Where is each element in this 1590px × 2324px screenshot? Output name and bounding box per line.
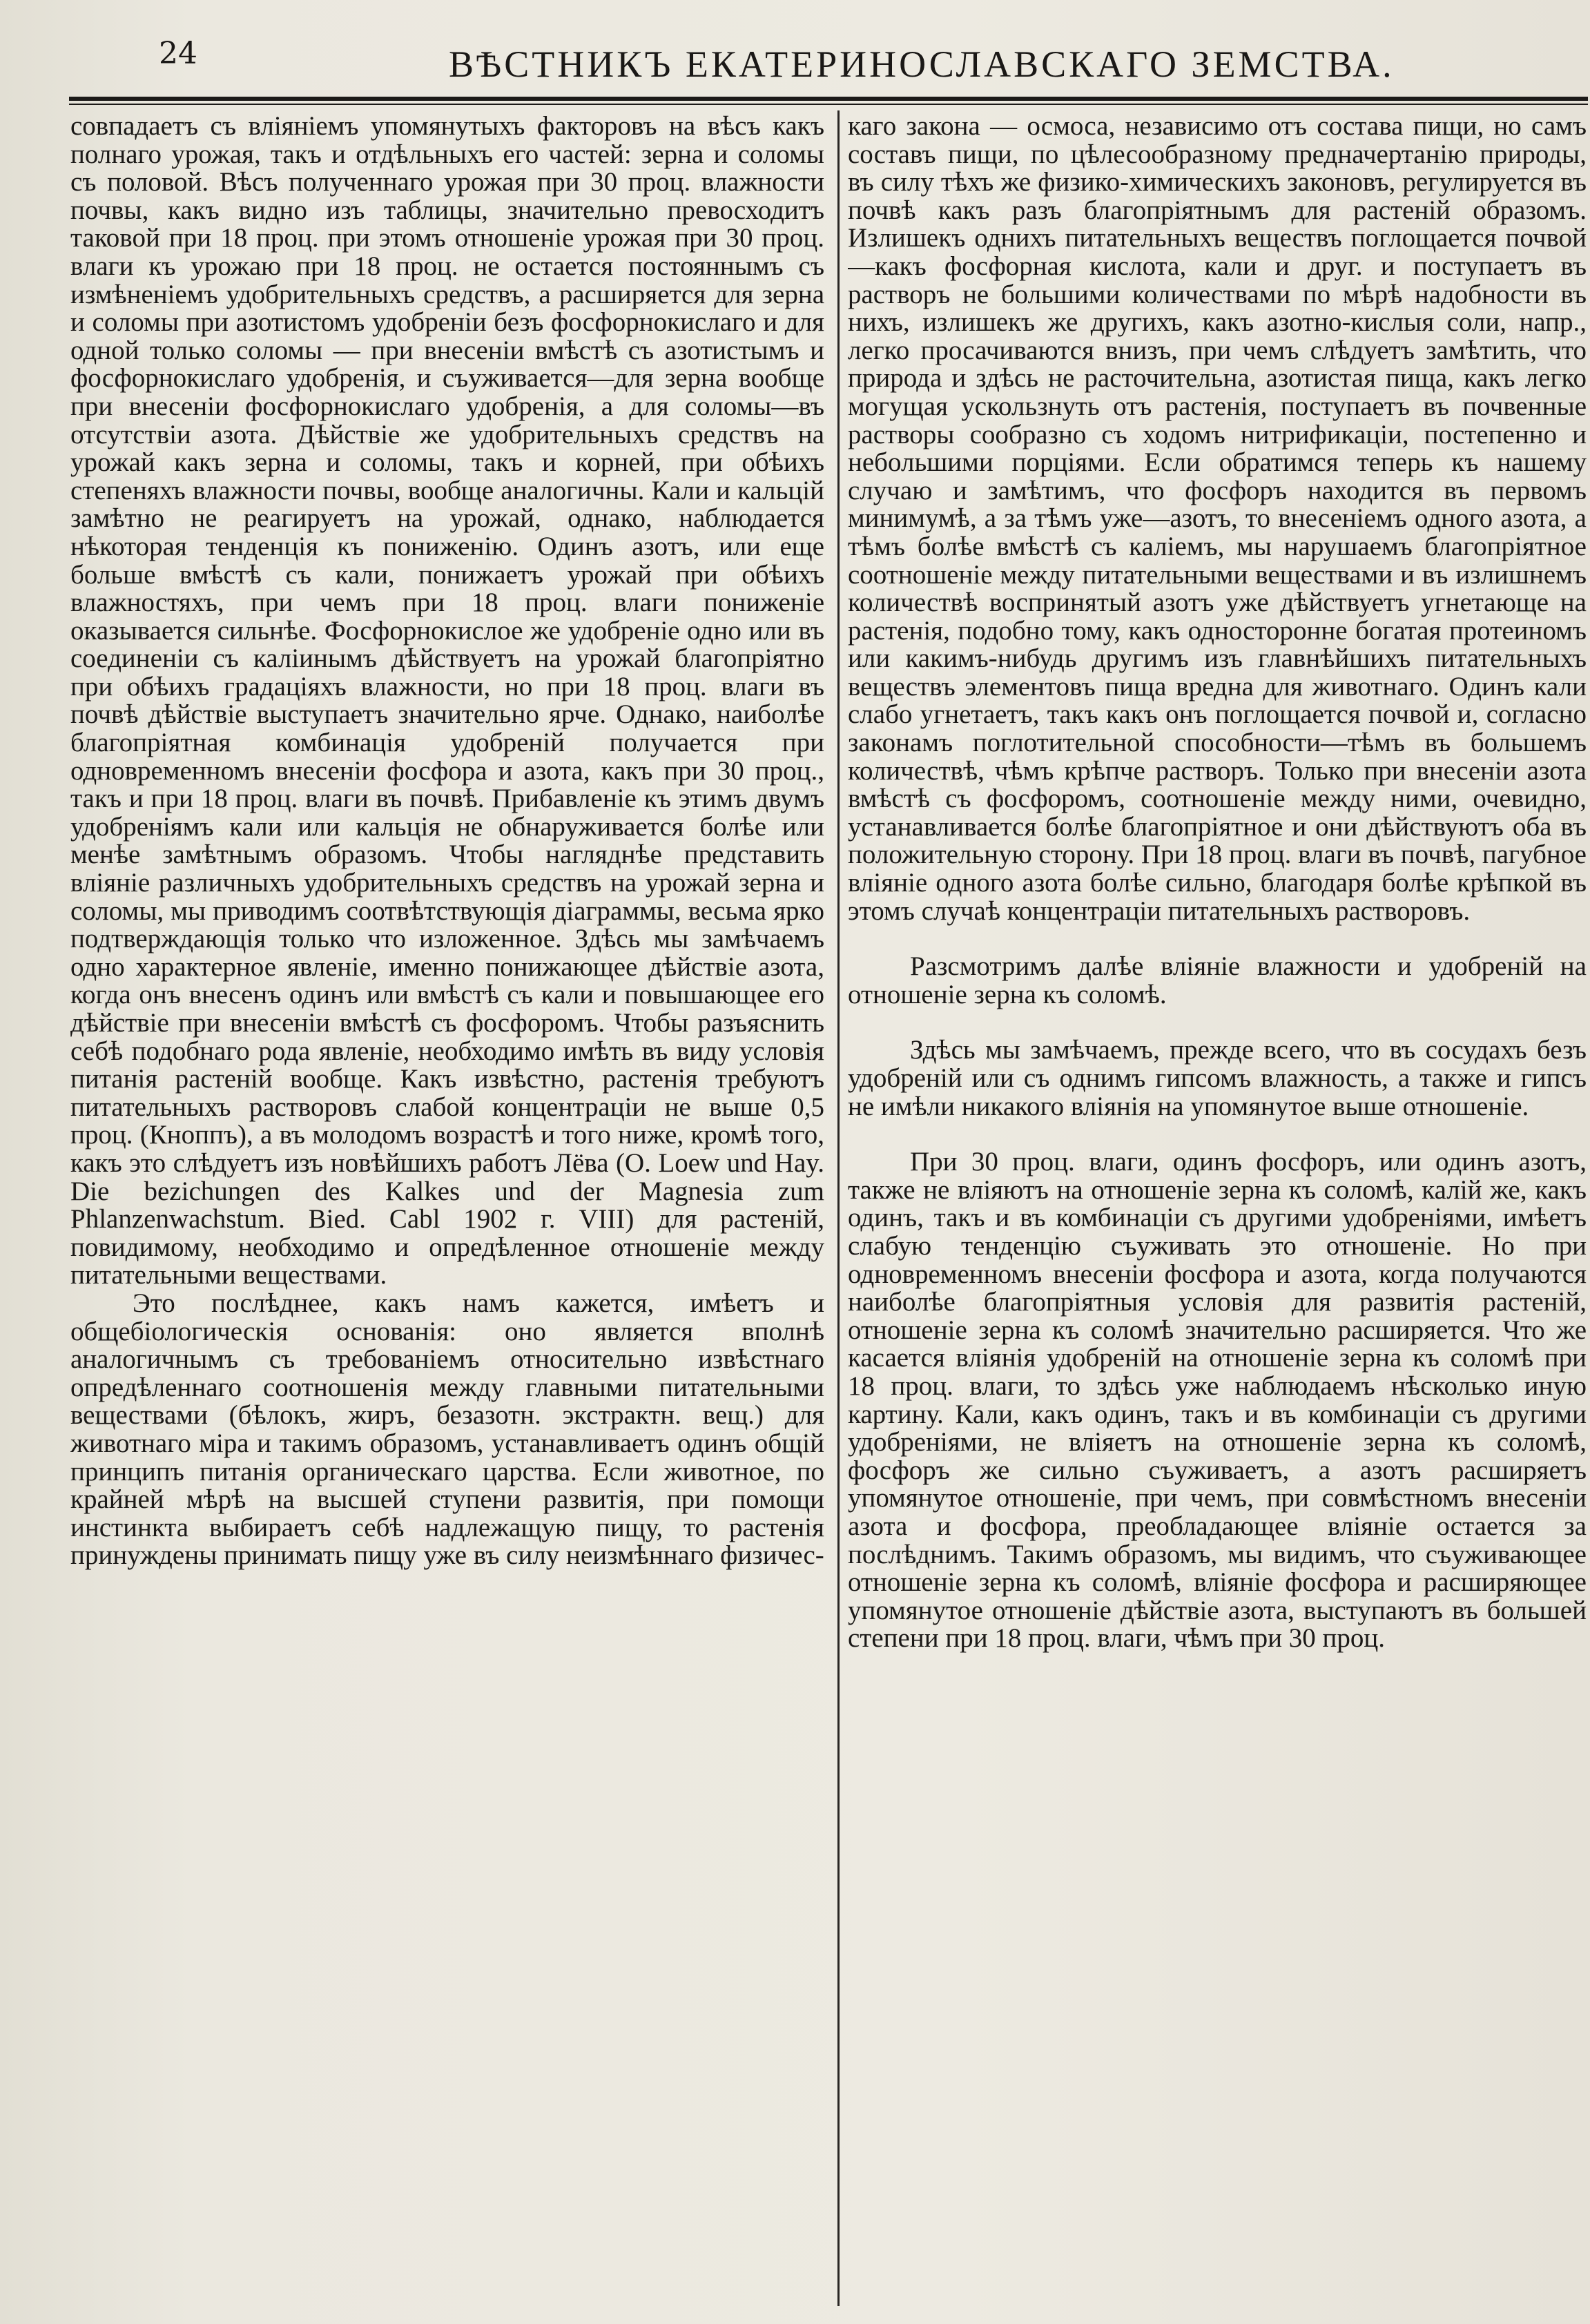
header-rule-thin	[69, 104, 1588, 105]
right-column	[848, 113, 1587, 2322]
page-number: 24	[159, 36, 197, 71]
right-paragraph-2: Разсмотримъ далѣе вліяніе влажности и удобреній на отношеніе зерна къ соломѣ.	[848, 951, 1587, 1009]
header-rule-thick	[69, 97, 1588, 101]
right-paragraph-4: При 30 проц. влаги, одинъ фосфоръ, или одинъ азотъ, также не вліяютъ на отношеніе зерна къ соломѣ, калій же, какъ одинъ, такъ и въ комбинаціи съ другими удобреніями, имѣетъ слабую тенденцію съуживать это отношеніе. Но при одновременномъ внесеніи фосфора и азота, когда получаются наиболѣе благопріятныя условія для развитія растеній, отношеніе зерна къ соломѣ значительно расширяется. Что же касается вліянія удобреній на отношеніе зерна къ соломѣ при 18 проц. влаги, то здѣсь уже наблюдаемъ нѣсколько иную картину. Кали, какъ одинъ, такъ и въ комбинаціи съ другими удобреніями, не вліяетъ на отношеніе зерна къ соломѣ, фосфоръ же сильно съуживаетъ, а азотъ расширяетъ упомянутое отношеніе, при чемъ, при совмѣстномъ внесеніи азота и фосфора, преобладающее вліяніе остается за послѣднимъ. Такимъ образомъ, мы видимъ, что съуживающее отношеніе зерна къ соломѣ, вліяніе фосфора и расширяющее упомянутое отношеніе дѣйствіе азота, выступаютъ въ большей степени при 18 проц. влаги, чѣмъ при 30 проц.	[848, 1147, 1587, 1654]
page-header	[69, 28, 1576, 97]
left-paragraph-2: Это послѣднее, какъ намъ кажется, имѣетъ и общебіологическія основанія: оно является вполнѣ аналогичнымъ съ требованіемъ относительно извѣстнаго опредѣленнаго соотношенія между главными питательными веществами (бѣлокъ, жиръ, безазотн. экстрактн. вещ.) для животнаго міра и такимъ образомъ, устанавливаетъ одинъ общій принципъ питанія органическаго царства. Если животное, по крайней мѣрѣ на высшей ступени развитія, при помощи инстинкта выбираетъ себѣ надлежащую пищу, то растенія принуждены принимать пищу уже въ силу неизмѣннаго физичес-	[70, 1288, 824, 1571]
left-column	[70, 113, 824, 2322]
journal-title: ВѢСТНИКЪ ЕКАТЕРИНОСЛАВСКАГО ЗЕМСТВА.	[449, 43, 1395, 85]
right-paragraph-1: каго закона — осмоса, независимо отъ состава пищи, но самъ составъ пищи, по цѣлесообразному предначертанію природы, въ силу тѣхъ же физико-химическихъ законовъ, регулируется въ почвѣ какъ разъ благопріятнымъ для растеній образомъ. Излишекъ однихъ питательныхъ веществъ поглощается почвой—какъ фосфорная кислота, кали и друг. и поступаетъ въ растворъ не большими количествами по мѣрѣ надобности въ нихъ, излишекъ же другихъ, какъ азотно-кислыя соли, напр., легко просачиваются внизъ, при чемъ слѣдуетъ замѣтить, что природа и здѣсь не расточительна, азотистая пища, какъ легко могущая ускользнуть отъ растенія, поступаетъ въ почвенные растворы сообразно съ ходомъ нитрификаціи, постепенно и небольшими порціями. Если обратимся теперь къ нашему случаю и замѣтимъ, что фосфоръ находится въ первомъ минимумѣ, а за тѣмъ уже—азотъ, то внесеніемъ одного азота, а тѣмъ болѣе вмѣстѣ съ каліемъ, мы нарушаемъ благопріятное соотношеніе между питательными веществами и въ излишнемъ количествѣ воспринятый азотъ уже дѣйствуетъ угнетающе на растенія, подобно тому, какъ односторонне богатая протеиномъ или какимъ-нибудь другимъ изъ главнѣйшихъ питательныхъ веществъ элементовъ пища вредна для животнаго. Одинъ кали слабо угнетаетъ, такъ какъ онъ поглощается почвой и, согласно законамъ поглотительной способности—тѣмъ въ большемъ количествѣ, чѣмъ крѣпче растворъ. Только при внесеніи азота вмѣстѣ съ фосфоромъ, соотношеніе между ними, очевидно, устанавливается болѣе благопріятное и они дѣйствуютъ оба въ положительную сторону. При 18 проц. влаги въ почвѣ, пагубное вліяніе одного азота болѣе сильно, благодаря болѣе крѣпкой въ этомъ случаѣ концентраціи питательныхъ растворовъ.	[848, 113, 1587, 926]
column-divider	[837, 110, 840, 2306]
left-paragraph-1: совпадаетъ съ вліяніемъ упомянутыхъ факторовъ на вѣсъ какъ полнаго урожая, такъ и отдѣльныхъ его частей: зерна и соломы съ половой. Вѣсъ полученнаго урожая при 30 проц. влажности почвы, какъ видно изъ таблицы, значительно превосходитъ таковой при 18 проц. при этомъ отношеніе урожая при 30 проц. влаги къ урожаю при 18 проц. не остается постояннымъ съ измѣненіемъ удобрительныхъ средствъ, а расширяется для зерна и соломы при азотистомъ удобреніи безъ фосфорнокислаго и для одной только соломы — при внесеніи вмѣстѣ съ азотистымъ и фосфорнокислаго удобренія, и съуживается—для зерна вообще при внесеніи фосфорнокислаго удобренія, а для соломы—въ отсутствіи азота. Дѣйствіе же удобрительныхъ средствъ на урожай какъ зерна и соломы, такъ и корней, при обѣихъ степеняхъ влажности почвы, вообще аналогичны. Кали и кальцій замѣтно не реагируетъ на урожай, однако, наблюдается нѣкоторая тенденція къ пониженію. Одинъ азотъ, или еще больше вмѣстѣ съ кали, понижаетъ урожай при обѣихъ влажностяхъ, при чемъ при 18 проц. влаги пониженіе оказывается сильнѣе. Фосфорнокислое же удобреніе одно или въ соединеніи съ каліинымъ дѣйствуетъ на урожай благопріятно при обѣихъ градаціяхъ влажности, но при 18 проц. влаги въ почвѣ дѣйствіе выступаетъ значительно ярче. Однако, наиболѣе благопріятная комбинація удобреній получается при одновременномъ внесеніи фосфора и азота, какъ при 30 проц., такъ и при 18 проц. влаги въ почвѣ. Прибавленіе къ этимъ двумъ удобреніямъ кали или кальція не обнаруживается болѣе или менѣе замѣтнымъ образомъ. Чтобы нагляднѣе представить вліяніе различныхъ удобрительныхъ средствъ на урожай зерна и соломы, мы приводимъ соотвѣтствующія діаграммы, весьма ярко подтверждающія только что изложенное. Здѣсь мы замѣчаемъ одно характерное явленіе, именно понижающее дѣйствіе азота, когда онъ внесенъ одинъ или вмѣстѣ съ кали и повышающее его дѣйствіе при внесеніи вмѣстѣ съ фосфоромъ. Чтобы разъяснить себѣ подобнаго рода явленіе, необходимо имѣть въ виду условія питанія растеній вообще. Какъ извѣстно, растенія требуютъ питательныхъ растворовъ слабой концентраціи не выше 0,5 проц. (Кноппъ), а въ молодомъ возрастѣ и того ниже, кромѣ того, какъ это слѣдуетъ изъ новѣйшихъ работъ Лёва (O. Loew und Hay. Die bezichungen des Kalkes und der Magnesia zum Phlanzenwachstum. Bied. Cabl 1902 г. VIII) для растеній, повидимому, необходимо и опредѣленное отношеніе между питательными веществами.	[70, 113, 824, 1290]
right-paragraph-3: Здѣсь мы замѣчаемъ, прежде всего, что въ сосудахъ безъ удобреній или съ однимъ гипсомъ влажность, а также и гипсъ не имѣли никакого вліянія на упомянутое выше отношеніе.	[848, 1035, 1587, 1121]
